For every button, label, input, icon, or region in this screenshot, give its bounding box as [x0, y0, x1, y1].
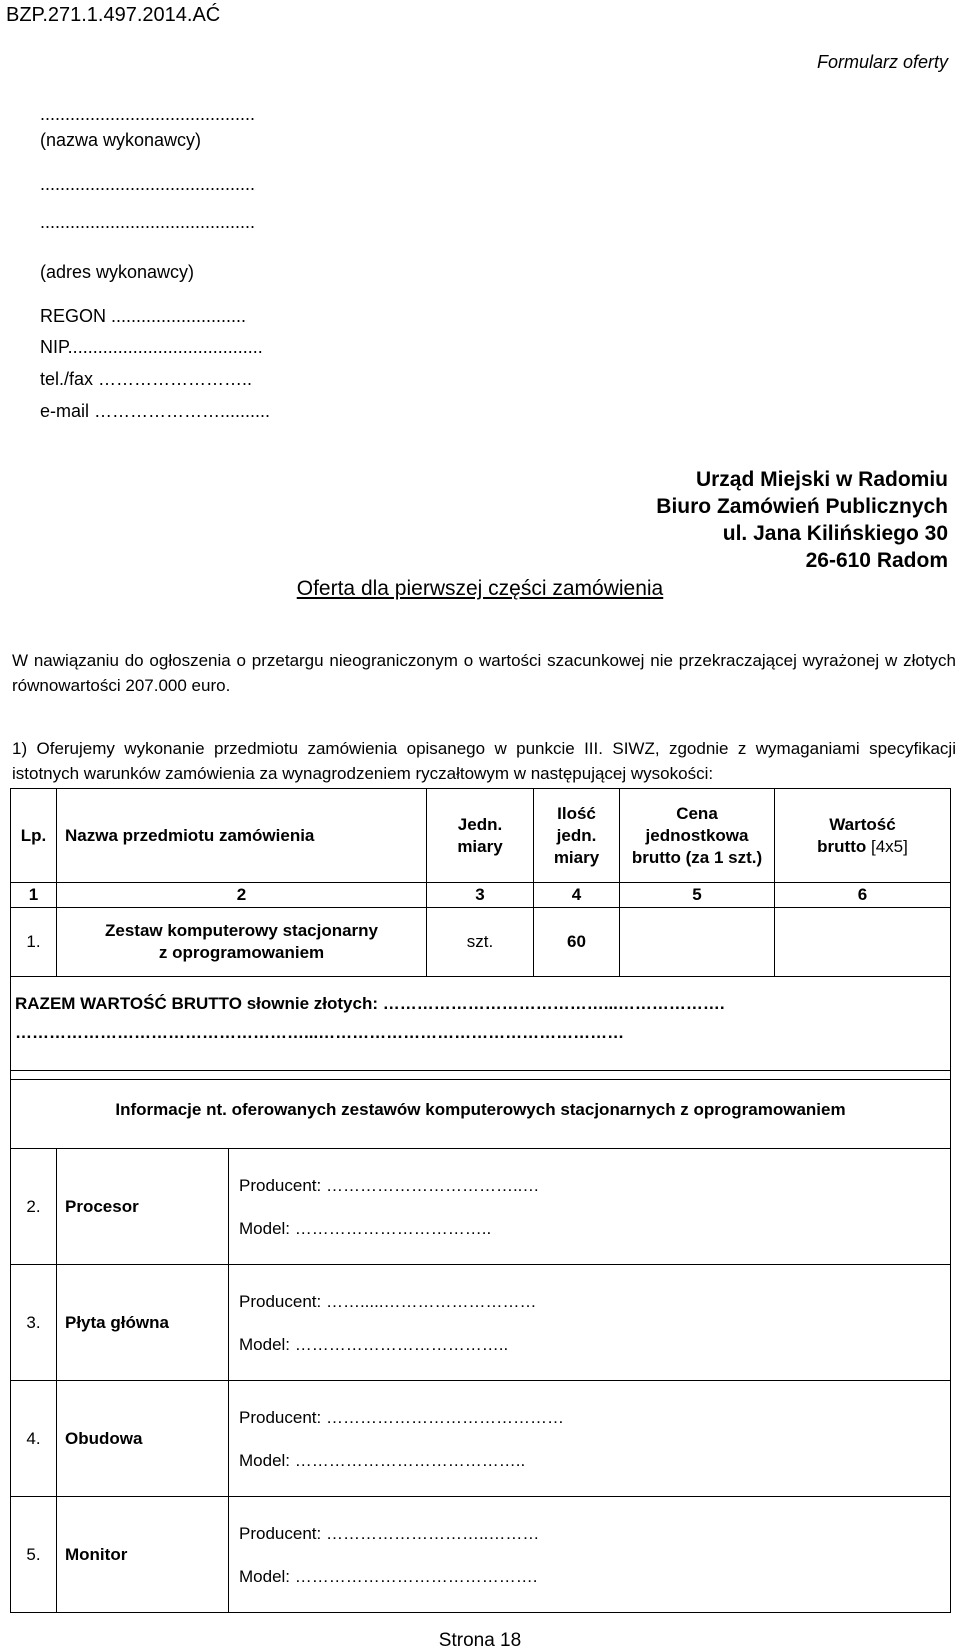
document-id: BZP.271.1.497.2014.AĆ — [6, 4, 221, 26]
model-field[interactable]: Model: ……………………………………. — [239, 1566, 538, 1586]
model-field[interactable]: Model: ……………………………….. — [239, 1334, 509, 1354]
model-field[interactable]: Model: …………………………….. — [239, 1218, 492, 1238]
column-number: 1 — [11, 883, 57, 908]
total-row — [11, 977, 951, 1080]
column-number: 4 — [534, 883, 620, 908]
header-unit-price: Cena jednostkowa brutto (za 1 szt.) — [620, 789, 775, 883]
component-lp: 5. — [11, 1497, 57, 1613]
component-row — [11, 1149, 951, 1265]
total-words-cell[interactable] — [11, 977, 951, 1080]
component-row — [11, 1381, 951, 1497]
intro-paragraph: W nawiązaniu do ogłoszenia o przetargu nieograniczonym o wartości szacunkowej nie przekraczającej wyrażonej w złotych równowartości 207.000 euro. — [12, 651, 956, 695]
component-lp: 2. — [11, 1149, 57, 1265]
addressee-block — [656, 466, 948, 574]
header-unit: Jedn. miary — [427, 789, 534, 883]
column-number: 6 — [775, 883, 951, 908]
column-number: 3 — [427, 883, 534, 908]
producer-field[interactable]: Producent: …….....……………………… — [239, 1291, 537, 1311]
producer-field[interactable]: Producent: ……………………………..… — [239, 1175, 540, 1195]
component-row — [11, 1497, 951, 1613]
telfax-field: tel./fax …………………….. — [40, 369, 253, 389]
component-lp: 4. — [11, 1381, 57, 1497]
price-table-header — [11, 789, 951, 883]
item-name: Zestaw komputerowy stacjonarny z oprogramowaniem — [57, 908, 427, 977]
components-info-table — [10, 1070, 951, 1613]
header-quantity: Ilość jedn. miary — [534, 789, 620, 883]
component-spec[interactable] — [229, 1381, 951, 1497]
column-number: 2 — [57, 883, 427, 908]
addressee-line-4: 26-610 Radom — [805, 549, 948, 572]
components-info-title: Informacje nt. oferowanych zestawów komputerowych stacjonarnych z oprogramowaniem — [11, 1071, 951, 1149]
component-spec[interactable] — [229, 1149, 951, 1265]
component-name: Płyta główna — [57, 1265, 229, 1381]
component-spec[interactable] — [229, 1497, 951, 1613]
item-quantity: 60 — [534, 908, 620, 977]
header-name: Nazwa przedmiotu zamówienia — [57, 789, 427, 883]
item-lp: 1. — [11, 908, 57, 977]
offer-point-1: 1) Oferujemy wykonanie przedmiotu zamówienia opisanego w punkcie III. SIWZ, zgodnie z wymaganiami specyfikacji istotnych warunków zamówienia za wynagrodzeniem ryczałtowym w następującej wysokości: — [12, 739, 956, 783]
component-name: Procesor — [57, 1149, 229, 1265]
item-unit: szt. — [427, 908, 534, 977]
column-number: 5 — [620, 883, 775, 908]
page-number: Strona 18 — [438, 1630, 522, 1651]
total-words-line-1: RAZEM WARTOŚĆ BRUTTO słownie złotych: …………………………………...………………. — [15, 994, 725, 1013]
component-spec[interactable] — [229, 1265, 951, 1381]
producer-field[interactable]: Producent: ………………………..……… — [239, 1523, 540, 1543]
contractor-name-dots: ........................................... — [40, 104, 256, 124]
email-field: e-mail ………………….......... — [40, 401, 271, 421]
model-field[interactable]: Model: ………………………………….. — [239, 1450, 526, 1470]
nip-field: NIP....................................... — [40, 337, 263, 357]
header-lp: Lp. — [11, 789, 57, 883]
column-numbers-row — [11, 883, 951, 908]
addressee-line-1: Urząd Miejski w Radomiu — [695, 468, 948, 491]
component-name: Monitor — [57, 1497, 229, 1613]
contractor-address-label: (adres wykonawcy) — [40, 262, 195, 282]
price-table — [10, 788, 951, 1080]
item-unit-price[interactable] — [620, 908, 775, 977]
regon-field: REGON ........................... — [40, 306, 247, 326]
component-name: Obudowa — [57, 1381, 229, 1497]
component-row — [11, 1265, 951, 1381]
item-row — [11, 908, 951, 977]
addressee-line-2: Biuro Zamówień Publicznych — [656, 495, 948, 518]
header-total-value: Wartość brutto [4x5] — [775, 789, 951, 883]
total-words-line-2: ……………………………………………...……………………………………………… — [15, 1023, 625, 1042]
contractor-address-dots-1: ........................................... — [40, 174, 256, 194]
contractor-address-dots-2: ........................................... — [40, 212, 256, 232]
form-label: Formularz oferty — [816, 52, 948, 72]
contractor-name-label: (nazwa wykonawcy) — [40, 130, 202, 150]
producer-field[interactable]: Producent: …………………………………… — [239, 1407, 564, 1427]
offer-title: Oferta dla pierwszej części zamówienia — [296, 577, 664, 600]
addressee-line-3: ul. Jana Kilińskiego 30 — [722, 522, 948, 545]
components-info-title-row — [11, 1071, 951, 1149]
item-total-value[interactable] — [775, 908, 951, 977]
component-lp: 3. — [11, 1265, 57, 1381]
